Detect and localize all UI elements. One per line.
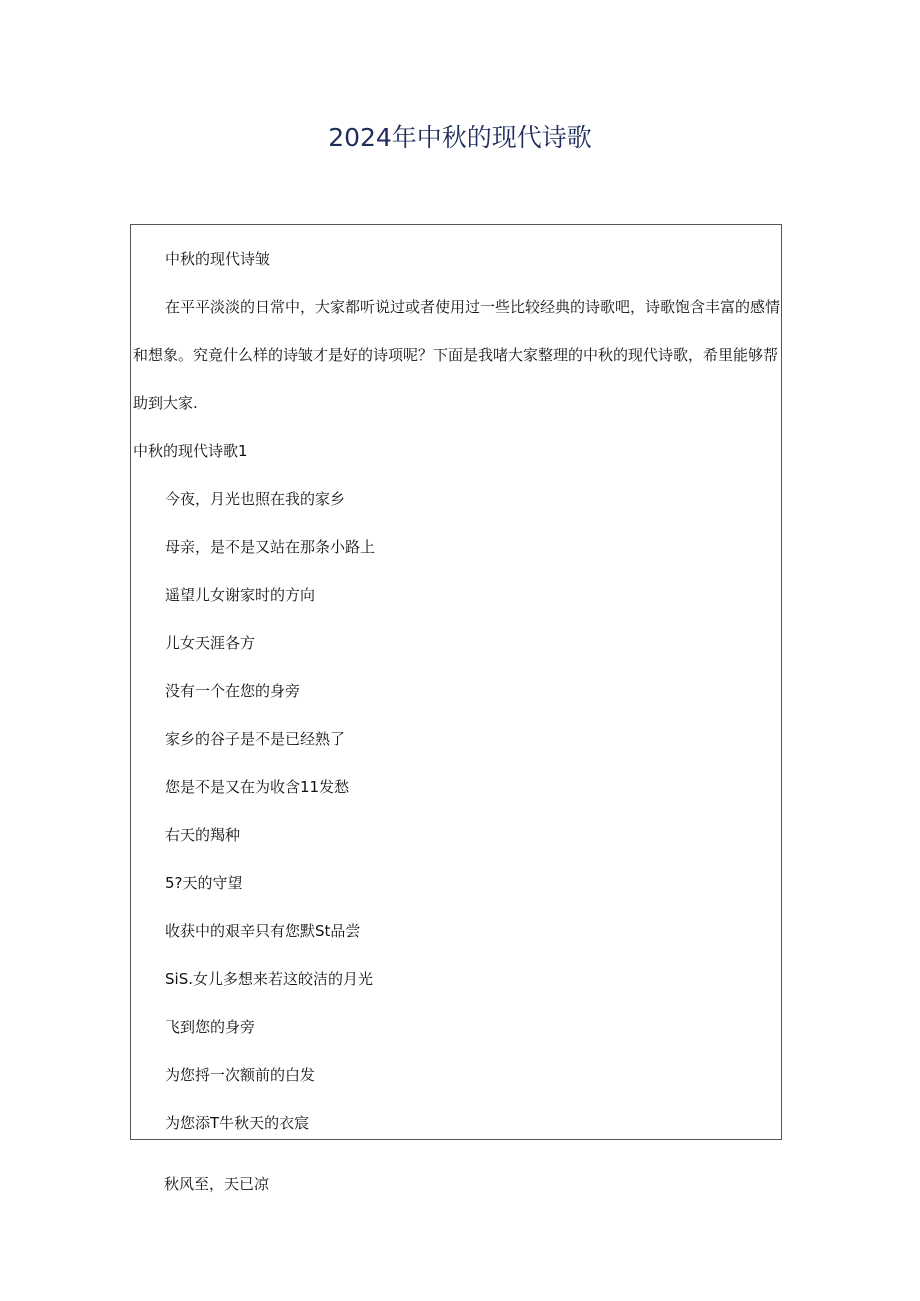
section-heading: 中秋的现代诗皱 [165, 250, 271, 268]
poem-line: 为您添T牛秋天的衣宸 [165, 1114, 310, 1132]
document-title: 2024年中秋的现代诗歌 [328, 123, 592, 152]
poem-line: SiS.女儿多想来若这皎洁的月光 [165, 970, 373, 988]
poem-line: 没有一个在您的身旁 [165, 682, 301, 700]
poem-line: 右天的羯种 [165, 826, 241, 844]
poem-line: 您是不是又在为收含11发愁 [165, 778, 350, 796]
poem-line: 飞到您的身旁 [165, 1018, 256, 1036]
poem-line: 今夜，月光也照在我的家乡 [165, 490, 346, 508]
poem-title: 中秋的现代诗歌1 [133, 442, 248, 460]
intro-paragraph: 在平平淡淡的日常中，大家都听说过或者使用过一些比较经典的诗歌吧，诗歌饱含丰富的感情和想象。究竟什么样的诗皱才是好的诗项呢？下面是我啫大家整理的中秋的现代诗歌，希里能够帮助到大家. [133, 298, 781, 412]
poem-line: 家乡的谷子是不是已经熟了 [165, 730, 346, 748]
poem-line: 儿女天涯各方 [165, 634, 256, 652]
poem-line: 为您捋一次额前的白发 [165, 1066, 316, 1084]
poem-line: 5?天的守望 [165, 874, 243, 892]
content-box [130, 224, 782, 1140]
after-box-line: 秋风至，天已凉 [164, 1175, 270, 1193]
poem-line: 遥望儿女谢家时的方向 [165, 586, 316, 604]
poem-line: 收获中的艰辛只有您默St品尝 [165, 922, 361, 940]
poem-line: 母亲，是不是又站在那条小路上 [165, 538, 376, 556]
